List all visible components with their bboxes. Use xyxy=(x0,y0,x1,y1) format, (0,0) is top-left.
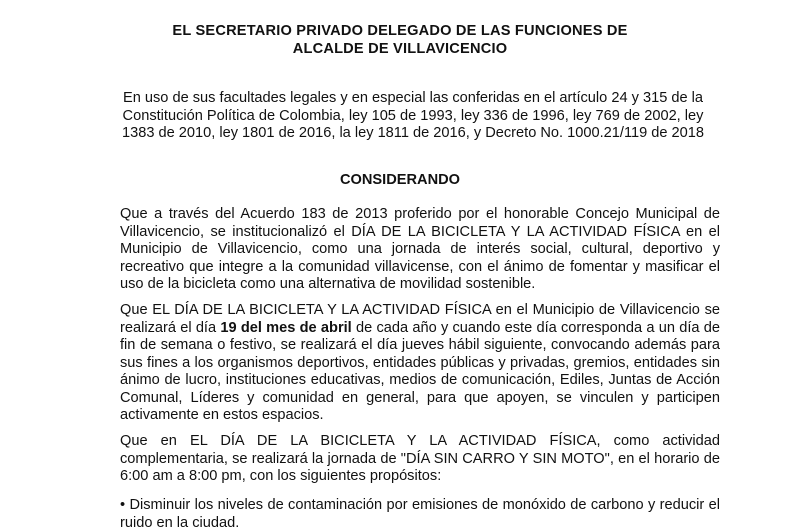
considerando-paragraph-2 xyxy=(120,302,720,425)
paragraph-2-text-start: Que EL DÍA DE LA BICICLETA Y LA ACTIVIDAD FÍSICA en el Municipio de Villavicencio se realizará el día xyxy=(120,302,720,336)
paragraph-2-bold-date: 19 del mes de abril xyxy=(220,319,352,336)
considerando-paragraph-3: Que en EL DÍA DE LA BICICLETA Y LA ACTIVIDAD FÍSICA, como actividad complementaria, se realizará la jornada de "DÍA SIN CARRO Y SIN MOTO", en el horario de 6:00 am a 8:00 pm, con los siguientes propósitos: xyxy=(120,433,720,484)
paragraph-2-text-end: de cada año y cuando este día corresponda a un día de fin de semana o festivo, se realizará el día jueves hábil siguiente, convocando además para sus fines a los organismos deportivos, entidades públicas y privadas, gremios, entidades sin ánimo de lucro, instituciones educativas, medios de comunicación, Ediles, Juntas de Acción Comunal, Líderes y comunidad en general, para que apoyen, se vinculen y participen activamente en estos espacios. xyxy=(120,319,720,423)
intro-line-1: En uso de sus facultades legales y en especial las conferidas en el artículo 24 y 315 de la xyxy=(122,90,704,106)
intro-line-2: Constitución Política de Colombia, ley 105 de 1993, ley 336 de 1996, ley 769 de 2002, ley xyxy=(122,107,704,124)
considerando-paragraph-1: Que a través del Acuerdo 183 de 2013 proferido por el honorable Concejo Municipal de Villavicencio, se institucionalizó el DÍA DE LA BICICLETA Y LA ACTIVIDAD FÍSICA en el Municipio de Villavicencio, como una jornada de interés social, cultural, deportivo y recreativo que integre a la comunidad villavicense, con el ánimo de fomentar y masificar el uso de la bicicleta como una alternativa de movilidad sostenible. xyxy=(120,206,720,292)
bullet-item-1: • Disminuir los niveles de contaminación por emisiones de monóxido de carbono y reducir el ruido en la ciudad. xyxy=(120,497,720,530)
section-heading: CONSIDERANDO xyxy=(340,172,460,188)
intro-line-3: 1383 de 2010, ley 1801 de 2016, la ley 1811 de 2016, y Decreto No. 1000.21/119 de 2018 xyxy=(121,125,705,141)
title-line-1: EL SECRETARIO PRIVADO DELEGADO DE LAS FUNCIONES DE xyxy=(172,23,628,39)
intro-paragraph xyxy=(118,90,708,143)
title-line-2: ALCALDE DE VILLAVICENCIO xyxy=(292,41,508,57)
document-title xyxy=(130,22,670,58)
